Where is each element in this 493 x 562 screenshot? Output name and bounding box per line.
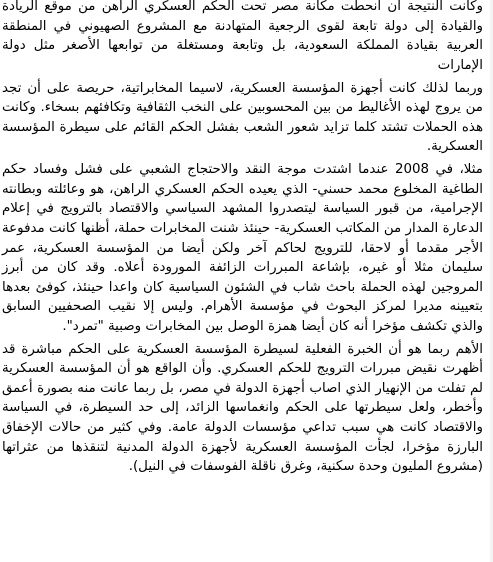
paragraph-military-failure: الأهم ربما هو أن الخبرة الفعلية لسيطرة المؤسسة العسكرية على الحكم مباشرة قد أظهرت نقيض مبررات الترويج للحكم العسكري. وأن الواقع هو أن المؤسسة العسكرية لم تفلت من الإنهيار الذي اصاب أجهزة الدولة في مصر، بل ربما عانت منه بصورة أعمق وأخطر، ولعل سيطرتها على الحكم وانغماسها الزائد، إلى حد السيطرة، في السياسة والاقتصاد كانت هي سبب تداعي مؤسسات الدولة عامة. وفي كثير من حالات الإخفاق البارزة مؤخرا، لجأت المؤسسة العسكرية لأجهزة الدولة المدنية لتنقذها من عثراتها (مشروع المليون وحدة سكنية، وغرق ناقلة الفوسفات في النيل). [2,341,483,475]
paragraph-propaganda-campaigns: وربما لذلك كانت أجهزة المؤسسة العسكرية، لاسيما المخابراتية، حريصة على أن تجد من يروج لهذه الأغاليط من بين المحسوبين على النخب الثقافية وتكافئهم بسخاء. وكانت هذه الحملات تشتد كلما تزايد شعور الشعب بفشل الحكم القائم على سيطرة المؤسسة العسكرية. [2,80,483,155]
paragraph-egypt-decline: وكانت النتيجة أن انحطت مكانة مصر تحت الحكم العسكري الراهن من موقع الريادة والقيادة إلى دولة تابعة لقوى الرجعية المتهادنة مع المشروع الصهيوني في المنطقة العربية بقيادة المملكة السعودية، بل وتابعة ومستغلة من توابعها الأصغر مثل دولة الإمارات [2,0,483,73]
paragraph-2008-example: مثلا، في 2008 عندما اشتدت موجة النقد والاحتجاج الشعبي على فشل وفساد حكم الطاغية المخلوع محمد حسني- الذي يعيده الحكم العسكري الراهن، هو وعائلته وبطانته الإجرامية، من قبور السياسة ليتصدروا المشهد السياسي والاقتصاد بالترويج في إعلام الدعارة المدار من المكاتب العسكرية- حينئذ شنت المخابرات حملة، أظنها كانت مدفوعة الأجر مقدما أو لاحقا، للترويج لحاكم آخر ولكن أيضا من المؤسسة العسكرية، عمر سليمان مثلا أو غيره، بإشاعة المبررات الزائفة المورودة أعلاه. وقد كان من أبرز المروجين لهذه الحملة باحث شاب في الشئون السياسية كان واعدا حينئذ، كوفئ بعدها بتعيينه مديرا لمركز البحوث في مؤسسة الأهرام. وليس إلا نقيب الصحفيين السابق والذي تكشف مؤخرا أنه كان أيضا همزة الوصل بين المخابرات وصبية "تمرد". [2,162,483,334]
